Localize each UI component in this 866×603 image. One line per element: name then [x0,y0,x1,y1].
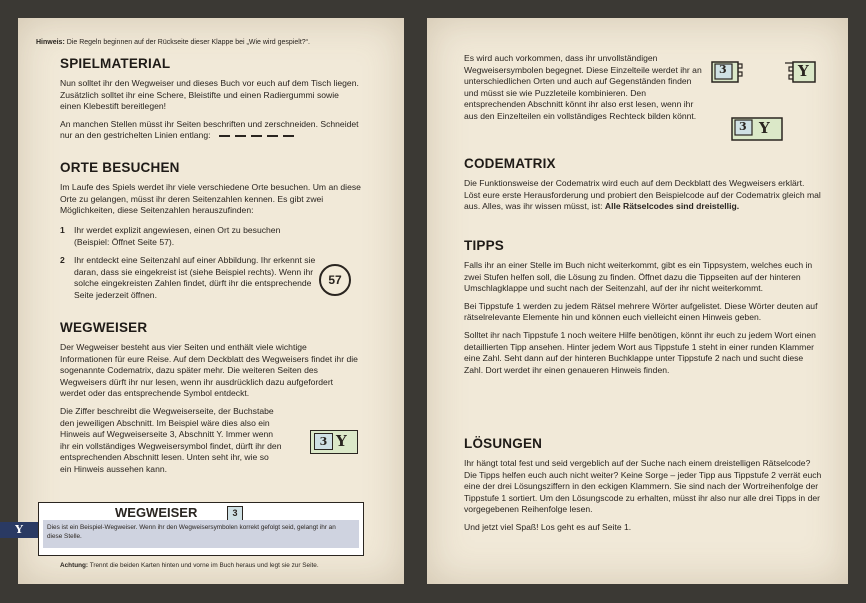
codematrix-paragraph-bold: Alle Rätselcodes sind dreistellig. [604,201,740,212]
card-tab-letter: Y [0,522,38,538]
orte-list [60,225,360,315]
section-intro [464,53,702,123]
wegweiser-symbol-example [310,430,358,454]
spielmaterial-paragraph-2: An manchen Stellen müsst ihr Seiten beschriften und zerschneiden. Schneidet nur an den gestrichelten Linien entlang: [60,118,359,141]
circled-page-number: 57 [319,264,351,296]
right-page [427,18,848,584]
section-tipps [464,238,822,376]
wegweiser-paragraph-2: Die Ziffer beschreibt die Wegweiserseite, der Buchstabe den jeweiligen Abschnitt. Im Beispiel wäre dies also ein Hinweis auf Wegweiserseite 3, Abschnitt Y. Immer wenn ihr ein vollständiges Wegweisersymbol findet, dürft ihr den entsprechenden Abschnitt lesen. Unten seht ihr, wie so ein Hinweis aussehen kann. [60,405,282,474]
symbol-letter: Y [336,432,347,450]
puzzle-pieces-graphic [710,58,830,148]
note-label: Achtung: [60,562,89,569]
heading-codematrix: CODEMATRIX [464,156,556,171]
card-text: Dies ist ein Beispiel-Wegweiser. Wenn ihr den Wegweisersymbolen korrekt gefolgt seid, gelangt ihr an diese Stelle. [47,524,336,540]
list-item-1: Ihr werdet explizit angewiesen, einen Ort zu besuchen (Beispiel: Öffnet Seite 57). [74,225,281,247]
example-wegweiser-card [38,502,364,556]
hint-label: Hinweis: [36,39,65,46]
section-spielmaterial [60,56,360,142]
heading-loesungen: LÖSUNGEN [464,436,543,451]
piece-digit-top: 3 [719,63,727,76]
tipps-paragraph-1: Falls ihr an einer Stelle im Buch nicht weiterkommt, gibt es ein Tippsystem, welches euch in zwei Stufen helfen soll, die Lösung zu finden. Öffnet dazu die Tippseiten auf der hinteren Umschlagklappe und sucht nach der Seitenzahl, auf der ihr nicht weiterkommt. [464,260,813,294]
note-text: Trennt die beiden Karten hinten und vorne im Buch heraus und legt sie zur Seite. [88,562,319,569]
heading-wegweiser: WEGWEISER [60,320,148,335]
note-line [60,562,319,569]
hint-line [36,39,310,46]
piece-letter-top: Y [798,62,809,80]
loesungen-paragraph-2: Und jetzt viel Spaß! Los geht es auf Seite 1. [464,521,632,532]
heading-orte-besuchen: ORTE BESUCHEN [60,160,180,175]
list-number-2: 2 [60,255,65,265]
loesungen-paragraph-1: Ihr hängt total fest und seid vergeblich auf der Suche nach einem dreistelligen Rätselcode? Die Tipps helfen euch auch nicht weiter? Keine Sorge – jeder Tipp aus Tippstufe 2 verrät euch eine der drei Lösungsziffern in den eckigen Klammern. Sie sind nach der Wortreihenfolge der Tippstufe 1 sortiert. Um den Lösungscode zu erhalten, müsst ihr also nur alle drei Tipps in der vorgegebenen Reihenfolge lesen. [464,458,822,515]
section-orte [60,160,366,217]
section-codematrix [464,156,822,213]
heading-tipps: TIPPS [464,238,505,253]
list-item-2: Ihr entdeckt eine Seitenzahl auf einer Abbildung. Ihr erkennt sie daran, dass sie eingekreist ist (siehe Beispiel rechts). Wenn ihr solche eingekreisten Zahlen findet, dürft ihr die entsprechende Seite jederzeit öffnen. [74,255,316,300]
tipps-paragraph-3: Solltet ihr nach Tippstufe 1 noch weitere Hilfe benötigen, könnt ihr euch zu jedem Wort einen detaillierten Tipp ansehen. Hinter jedem Wort aus Tippstufe 1 steht in einer runden Klammer eine Zahl. Seht dann auf der hinteren Buchklappe unter Tippstufe 2 nach und sucht diese Zahl. Dort werdet ihr einen genaueren Hinweis finden. [464,329,816,375]
tipps-paragraph-2: Bei Tippstufe 1 werden zu jedem Rätsel mehrere Wörter aufgelistet. Diese Wörter deuten auf rätselrelevante Elemente hin und können euch vielleicht einen Hinweis geben. [464,300,818,323]
piece-digit-combined: 3 [739,120,747,133]
symbol-digit: 3 [314,433,333,450]
piece-letter-combined: Y [759,119,770,137]
puzzle-pieces [710,58,830,148]
card-title: WEGWEISER [115,505,198,520]
wegweiser-paragraph-1: Der Wegweiser besteht aus vier Seiten und enthält viele wichtige Informationen für eure Reise. Auf dem Deckblatt des Wegweisers findet ihr die sogenannte Codematrix, dazu später mehr. Die weiteren Seiten des Wegweisers dürft ihr nur lesen, wenn ihr ausdrücklich dazu aufgefordert werdet oder das entsprechende Symbol entdeckt. [60,342,358,399]
orte-paragraph: Im Laufe des Spiels werdet ihr viele verschiedene Orte besuchen. Um an diese Orte zu gelangen, müsst ihr deren Seitenzahlen kennen. Es gibt zwei Möglichkeiten, diese Seitenzahlen herauszufinden: [60,182,361,216]
codematrix-paragraph: Die Funktionsweise der Codematrix wird euch auf dem Deckblatt des Wegweisers erklärt. Löst eure erste Herausforderung und probiert den Beispielcode auf der Codematrix gleich mal aus. Alles, was ihr wissen müsst, ist: [464,178,821,212]
hint-text: Die Regeln beginnen auf der Rückseite dieser Klappe bei „Wie wird gespielt?“. [64,39,310,46]
intro-paragraph: Es wird auch vorkommen, dass ihr unvollständigen Wegweisersymbolen begegnet. Diese Einzelteile werdet ihr an unterschiedlichen Orten und auch auf Gegenständen finden und müsst sie wie Puzzleteile kombinieren. Den entsprechenden Abschnitt könnt ihr also erst lesen, wenn ihr aus den Einzelteilen ein vollständiges Rechteck bilden könnt. [464,53,702,121]
list-number-1: 1 [60,225,65,235]
spielmaterial-paragraph-1: Nun solltet ihr den Wegweiser und dieses Buch vor euch auf dem Tisch liegen. Zusätzlich solltet ihr eine Schere, Bleistifte und einen Radiergummi sowie einen Klebestift bereitlegen! [60,78,359,112]
heading-spielmaterial: SPIELMATERIAL [60,56,171,71]
left-page [18,18,404,584]
section-loesungen [464,436,822,534]
cut-line-example [219,130,299,142]
card-badge: 3 [227,506,243,521]
